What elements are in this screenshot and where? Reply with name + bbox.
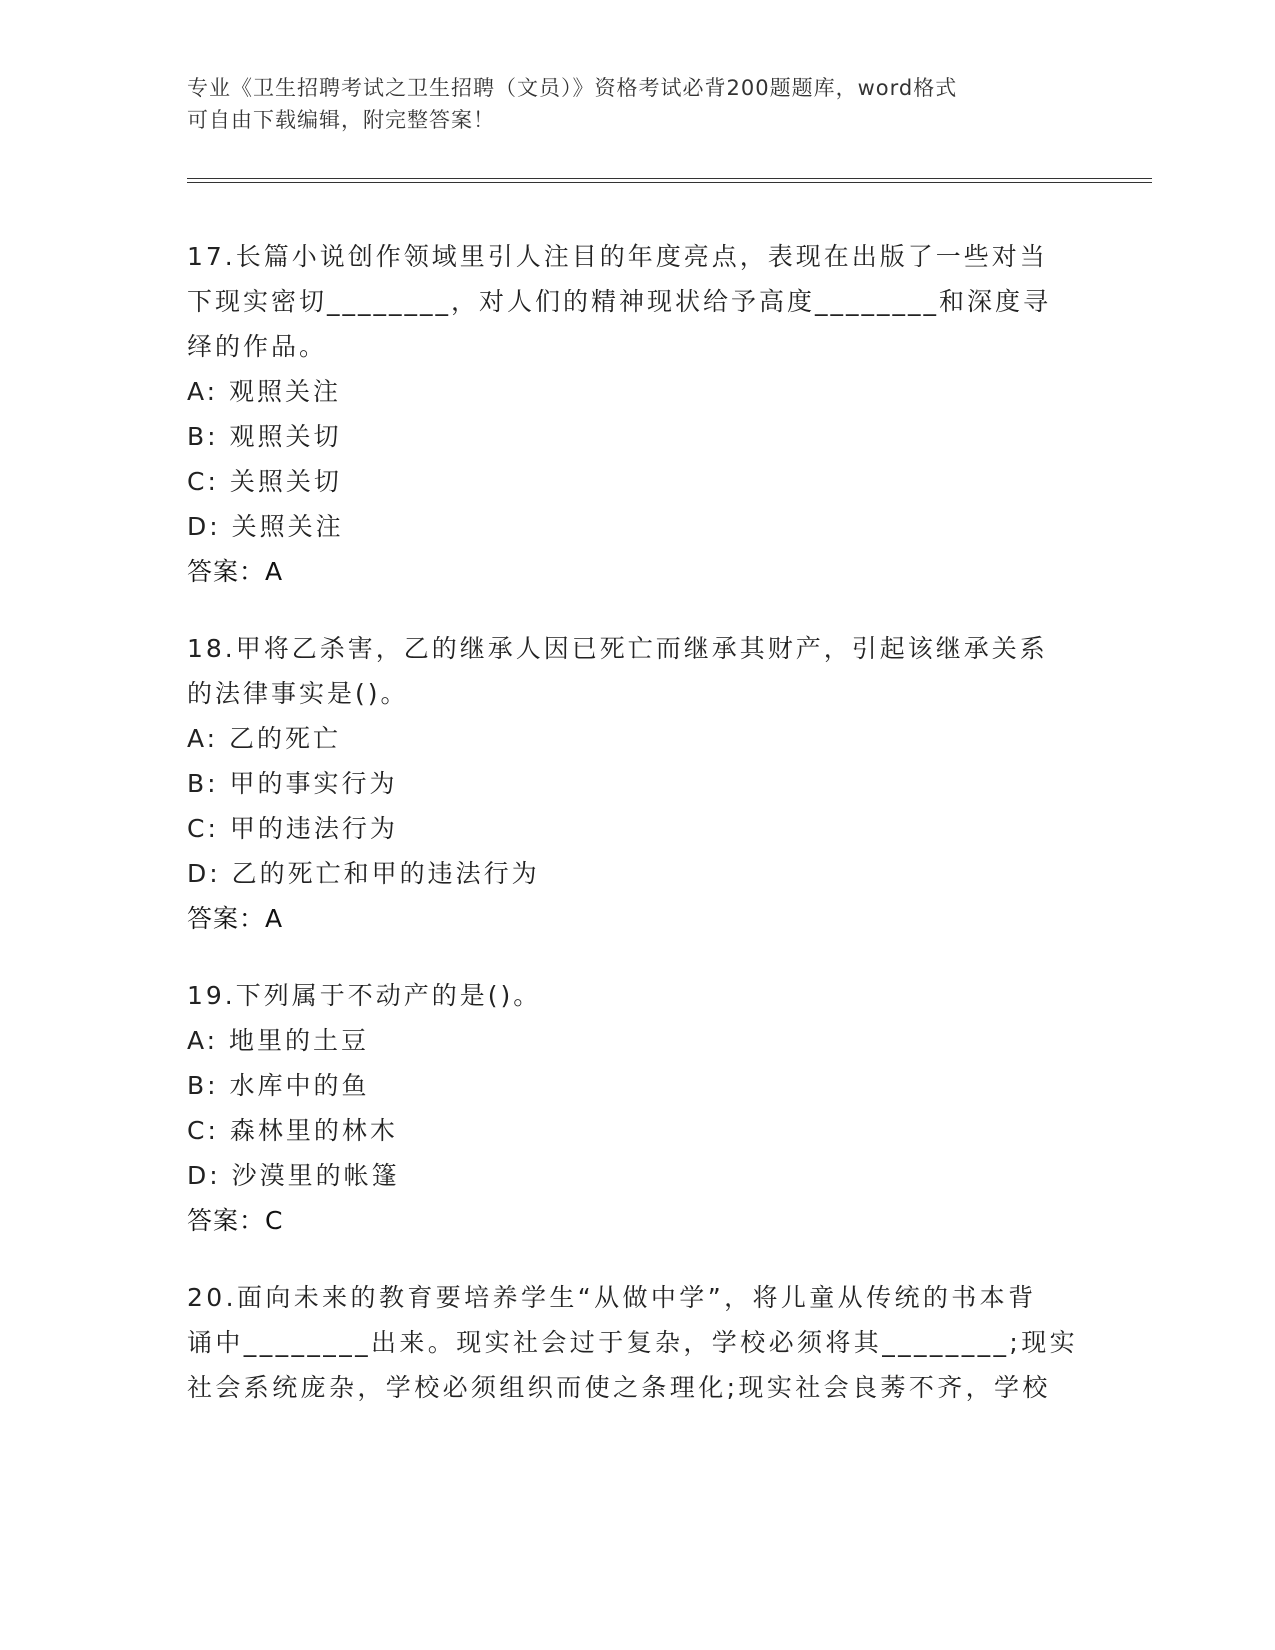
header-divider-top [187,178,1152,179]
answer-label: 答案：A [187,557,284,586]
option-d: D: 乙的死亡和甲的违法行为 [187,859,540,888]
header-line-2: 可自由下载编辑，附完整答案！ [187,108,495,132]
question-stem-line: 下现实密切________，对人们的精神现状给予高度________和深度寻 [187,287,1052,316]
option-b: B: 水库中的鱼 [187,1071,370,1100]
header-divider-bottom [187,182,1152,183]
answer-label: 答案：C [187,1206,284,1235]
question-stem-line: 18.甲将乙杀害，乙的继承人因已死亡而继承其财产，引起该继承关系 [187,634,1048,663]
document-header [187,72,1067,136]
option-a: A: 观照关注 [187,377,342,406]
question-18 [187,626,1087,941]
option-b: B: 甲的事实行为 [187,769,398,798]
question-stem-line: 诵中________出来。现实社会过于复杂，学校必须将其________;现实 [187,1328,1079,1357]
question-list [187,234,1087,1442]
option-c: C: 关照关切 [187,467,342,496]
option-a: A: 乙的死亡 [187,724,342,753]
question-stem-line: 的法律事实是()。 [187,679,409,708]
option-d: D: 沙漠里的帐篷 [187,1161,400,1190]
option-b: B: 观照关切 [187,422,342,451]
option-c: C: 甲的违法行为 [187,814,398,843]
question-17 [187,234,1087,594]
answer-label: 答案：A [187,904,284,933]
question-stem-line: 17.长篇小说创作领域里引人注目的年度亮点，表现在出版了一些对当 [187,242,1048,271]
question-stem-line: 社会系统庞杂，学校必须组织而使之条理化;现实社会良莠不齐，学校 [187,1373,1051,1402]
option-a: A: 地里的土豆 [187,1026,370,1055]
question-stem-line: 绎的作品。 [187,332,328,361]
header-line-1: 专业《卫生招聘考试之卫生招聘（文员）》资格考试必背200题题库，word格式 [187,76,958,100]
question-19 [187,973,1087,1243]
option-d: D: 关照关注 [187,512,344,541]
option-c: C: 森林里的林木 [187,1116,398,1145]
question-stem-line: 19.下列属于不动产的是()。 [187,981,542,1010]
question-stem-line: 20.面向未来的教育要培养学生“从做中学”，将儿童从传统的书本背 [187,1283,1037,1312]
question-20 [187,1275,1087,1410]
